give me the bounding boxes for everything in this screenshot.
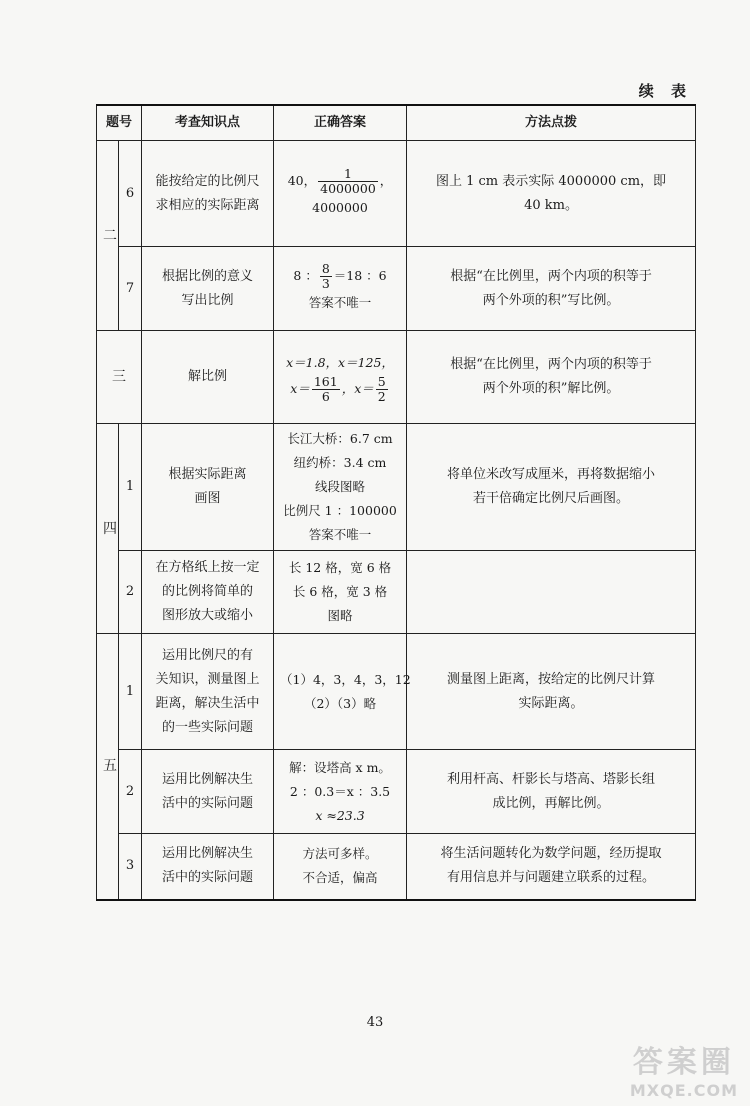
method-cell: 图上 1 cm 表示实际 4000000 cm，即 40 km。 bbox=[407, 141, 696, 247]
knowledge-cell: 能按给定的比例尺 求相应的实际距离 bbox=[142, 141, 274, 247]
table-row bbox=[97, 834, 696, 900]
knowledge-cell: 在方格纸上按一定 的比例将简单的 图形放大或缩小 bbox=[142, 551, 274, 634]
col-header-number: 题号 bbox=[97, 105, 142, 141]
number-cell: 1 bbox=[119, 634, 142, 750]
method-cell: 将单位米改写成厘米，再将数据缩小 若干倍确定比例尺后画图。 bbox=[407, 424, 696, 551]
method-cell: 根据“在比例里，两个内项的积等于 两个外项的积”写比例。 bbox=[407, 247, 696, 331]
col-header-answer: 正确答案 bbox=[274, 105, 407, 141]
number-cell: 7 bbox=[119, 247, 142, 331]
knowledge-cell: 运用比例解决生 活中的实际问题 bbox=[142, 750, 274, 834]
number-cell: 2 bbox=[119, 551, 142, 634]
col-header-knowledge: 考查知识点 bbox=[142, 105, 274, 141]
table-row bbox=[97, 331, 696, 424]
table-row bbox=[97, 634, 696, 750]
col-header-method: 方法点拨 bbox=[407, 105, 696, 141]
section-cell: 三 bbox=[97, 331, 142, 424]
table-row bbox=[97, 750, 696, 834]
answer-cell: 长 12 格，宽 6 格 长 6 格，宽 3 格 图略 bbox=[274, 551, 407, 634]
knowledge-cell: 根据比例的意义 写出比例 bbox=[142, 247, 274, 331]
answer-cell: x＝1.8，x＝125， x＝ $\frac{161}{6}$ ，x＝ $\frac{5}{2}$ bbox=[274, 331, 407, 424]
knowledge-cell: 根据实际距离 画图 bbox=[142, 424, 274, 551]
number-cell: 2 bbox=[119, 750, 142, 834]
answer-cell: 方法可多样。 不合适，偏高 bbox=[274, 834, 407, 900]
page-number: 43 bbox=[366, 1015, 384, 1030]
section-cell: 五 bbox=[97, 634, 119, 900]
method-cell: 测量图上距离，按给定的比例尺计算 实际距离。 bbox=[407, 634, 696, 750]
knowledge-cell: 运用比例尺的有 关知识，测量图上 距离，解决生活中 的一些实际问题 bbox=[142, 634, 274, 750]
answer-table bbox=[96, 104, 696, 901]
method-cell: 利用杆高、杆影长与塔高、塔影长组 成比例，再解比例。 bbox=[407, 750, 696, 834]
method-cell: 根据“在比例里，两个内项的积等于 两个外项的积”解比例。 bbox=[407, 331, 696, 424]
number-cell: 6 bbox=[119, 141, 142, 247]
table-row bbox=[97, 141, 696, 247]
section-cell: 四 bbox=[97, 424, 119, 634]
section-cell: 二 bbox=[97, 141, 119, 331]
method-cell: 将生活问题转化为数学问题，经历提取 有用信息并与问题建立联系的过程。 bbox=[407, 834, 696, 900]
method-cell bbox=[407, 551, 696, 634]
table-row bbox=[97, 424, 696, 551]
knowledge-cell: 运用比例解决生 活中的实际问题 bbox=[142, 834, 274, 900]
answer-cell: 长江大桥：6.7 cm 纽约桥：3.4 cm 线段图略 比例尺 1 ：100000 答案不唯一 bbox=[274, 424, 407, 551]
knowledge-cell: 解比例 bbox=[142, 331, 274, 424]
continued-label: 续 表 bbox=[638, 82, 692, 100]
watermark-logo: 答案圈 MXQE.COM bbox=[629, 1045, 738, 1100]
table-row bbox=[97, 247, 696, 331]
answer-cell: 40， $\frac{1}{4000000}$ ， 4000000 bbox=[274, 141, 407, 247]
answer-cell: （1）4，3，4，3，12 （2）（3）略 bbox=[274, 634, 407, 750]
table-row bbox=[97, 551, 696, 634]
table-header-row bbox=[97, 105, 696, 141]
number-cell: 3 bbox=[119, 834, 142, 900]
answer-cell: 8 ： $\frac{8}{3}$ ＝18 ：6 答案不唯一 bbox=[274, 247, 407, 331]
number-cell: 1 bbox=[119, 424, 142, 551]
answer-cell: 解：设塔高 x m。 2 ：0.3＝x ：3.5 x ≈23.3 bbox=[274, 750, 407, 834]
